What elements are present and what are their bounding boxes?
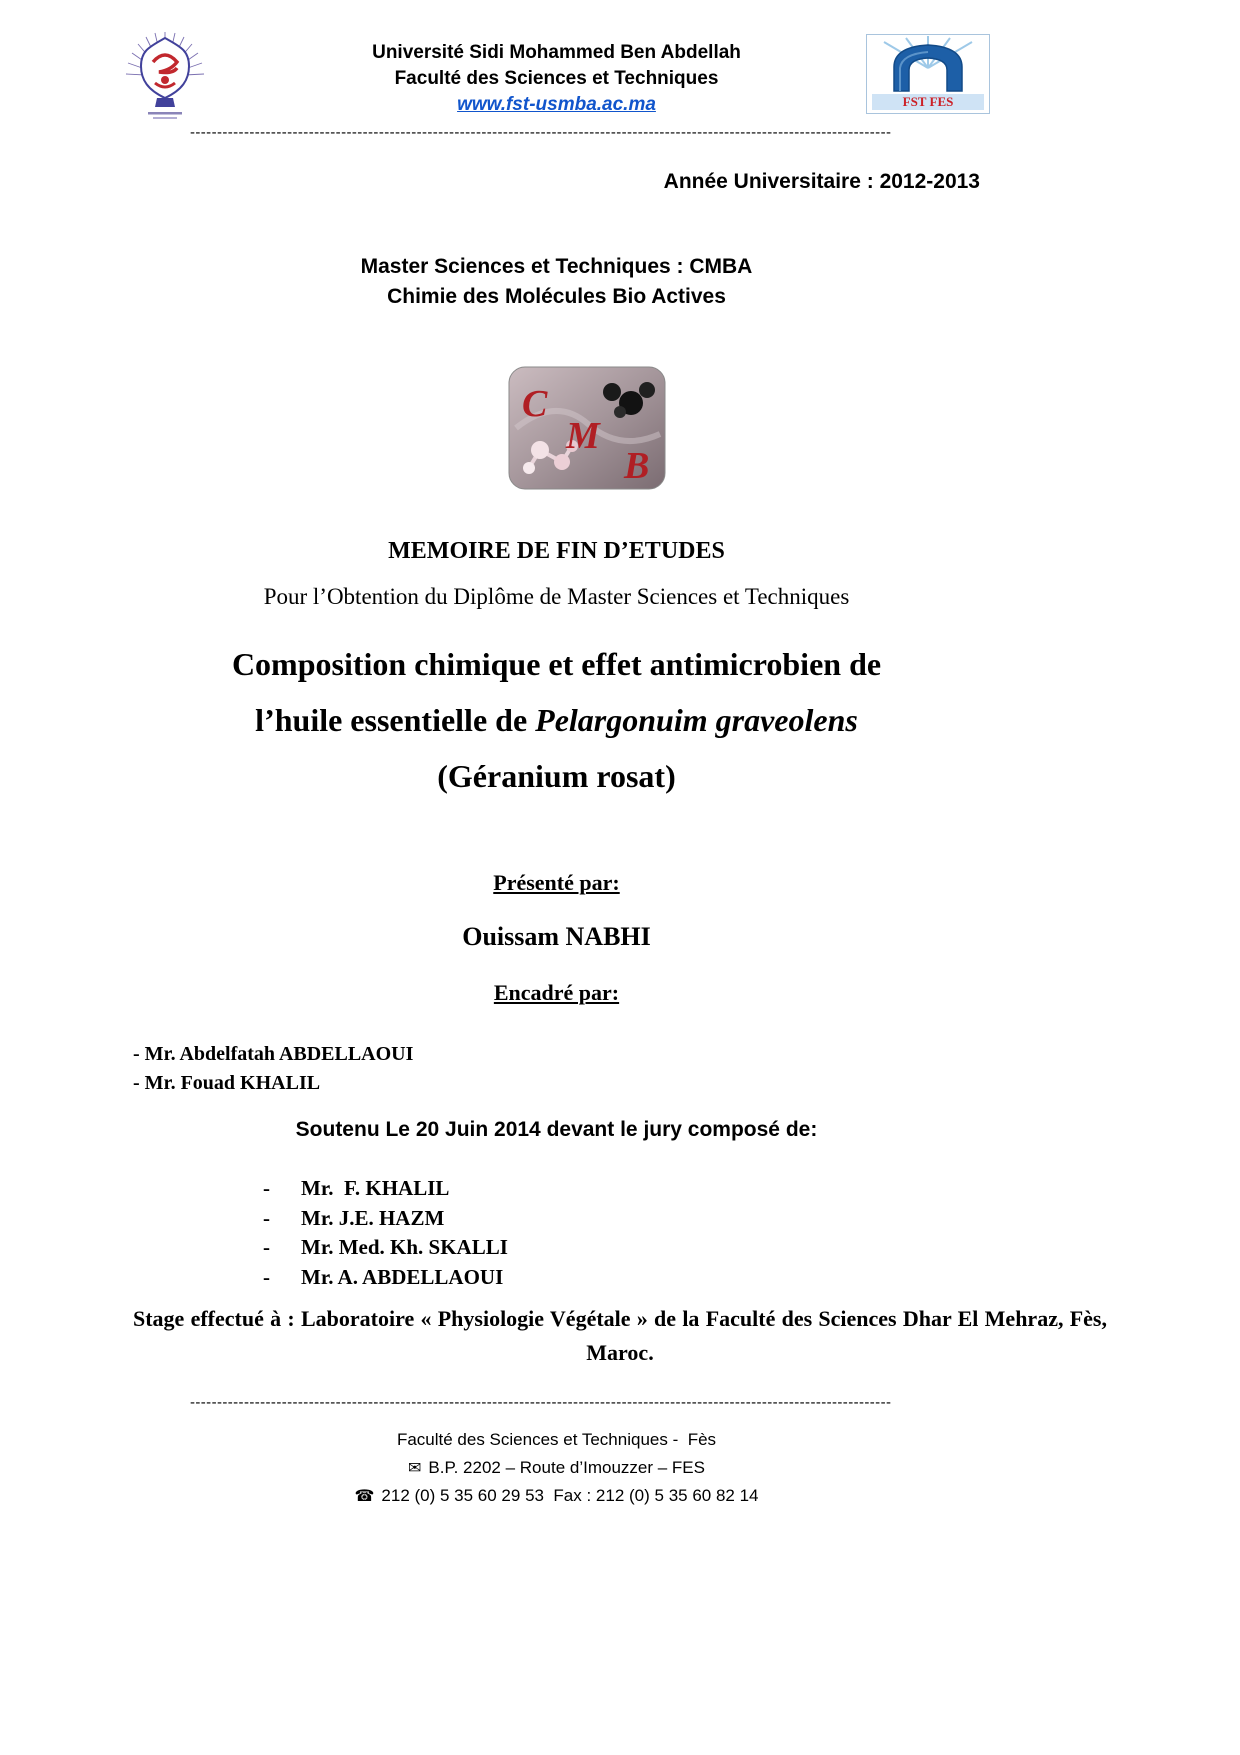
memoire-heading: MEMOIRE DE FIN D’ETUDES xyxy=(388,538,725,564)
dashed-separator-top: ---------------------------------------------------------------------------------------------------------------------------------- xyxy=(190,124,892,141)
cmba-logo-graphic xyxy=(508,366,666,490)
thesis-title-line2-regular: l’huile essentielle de xyxy=(255,702,536,738)
website-link[interactable]: www.fst-usmba.ac.ma xyxy=(457,94,656,115)
footer-faculty-line: Faculté des Sciences et Techniques - Fès xyxy=(396,1430,717,1449)
supervisor-item-2: - Mr. Fouad KHALIL xyxy=(133,1072,321,1094)
thesis-title xyxy=(133,636,980,804)
jury-list xyxy=(263,1174,508,1292)
supervised-by-label: Encadré par: xyxy=(493,980,620,1005)
fst-fes-logo xyxy=(866,34,990,119)
jury-member-row xyxy=(263,1204,508,1234)
author-name: Ouissam NABHI xyxy=(462,922,651,951)
jury-member-name: Mr. Med. Kh. SKALLI xyxy=(301,1235,508,1259)
presented-by-section xyxy=(133,870,980,896)
internship-statement: Stage effectué à : Laboratoire « Physiologie Végétale » de la Faculté des Sciences Dhar El Mehraz, Fès, Maroc. xyxy=(133,1306,1107,1365)
thesis-title-line2 xyxy=(133,692,980,748)
university-name: Université Sidi Mohammed Ben Abdellah xyxy=(372,42,741,63)
cmba-letter-b: B xyxy=(624,445,650,487)
dashed-separator-bottom: ---------------------------------------------------------------------------------------------------------------------------------- xyxy=(190,1394,892,1411)
jury-member-row xyxy=(263,1233,508,1263)
memoire-subheading: Pour l’Obtention du Diplôme de Master Sciences et Techniques xyxy=(263,584,850,609)
presented-by-label: Présenté par: xyxy=(493,870,620,895)
supervisors-list xyxy=(133,1040,413,1098)
footer-phone-line xyxy=(133,1482,980,1511)
faculty-name: Faculté des Sciences et Techniques xyxy=(394,68,719,89)
supervisor-item-1: - Mr. Abdelfatah ABDELLAOUI xyxy=(133,1043,414,1065)
footer-phone-text: 212 (0) 5 35 60 29 53 Fax : 212 (0) 5 35 60 82 14 xyxy=(381,1486,759,1505)
cmba-letter-c: C xyxy=(522,383,548,425)
master-program xyxy=(133,252,980,312)
header xyxy=(133,40,980,118)
master-program-line1: Master Sciences et Techniques : CMBA xyxy=(360,255,753,278)
jury-bullet: - xyxy=(263,1205,270,1230)
academic-year: Année Universitaire : 2012-2013 xyxy=(663,170,980,193)
mail-icon: ✉ xyxy=(408,1459,422,1477)
jury-member-name: Mr. F. KHALIL xyxy=(301,1176,450,1200)
cmba-logo xyxy=(508,366,666,495)
supervised-by-section xyxy=(133,980,980,1006)
thesis-title-line3: (Géranium rosat) xyxy=(437,758,676,794)
thesis-title-line1: Composition chimique et effet antimicrobien de xyxy=(231,646,882,682)
fst-fes-logo-graphic xyxy=(866,34,990,114)
master-program-line2: Chimie des Molécules Bio Actives xyxy=(387,285,726,308)
footer-address-text: B.P. 2202 – Route d’Imouzzer – FES xyxy=(428,1457,705,1477)
jury-bullet: - xyxy=(263,1176,270,1200)
jury-member-name: Mr. J.E. HAZM xyxy=(301,1205,445,1230)
cmba-letter-m: M xyxy=(566,415,600,457)
jury-member-row xyxy=(263,1174,508,1204)
footer xyxy=(133,1426,980,1511)
jury-member-name: Mr. A. ABDELLAOUI xyxy=(301,1264,504,1289)
jury-member-row xyxy=(263,1263,508,1293)
jury-bullet: - xyxy=(263,1235,270,1259)
phone-icon: ☎ xyxy=(354,1488,375,1505)
thesis-title-species-name: Pelargonuim graveolens xyxy=(535,702,858,738)
footer-address-line xyxy=(133,1454,980,1483)
defense-intro: Soutenu Le 20 Juin 2014 devant le jury composé de: xyxy=(295,1118,818,1141)
jury-bullet: - xyxy=(263,1264,270,1289)
fst-logo-text: FST FES xyxy=(902,94,954,109)
